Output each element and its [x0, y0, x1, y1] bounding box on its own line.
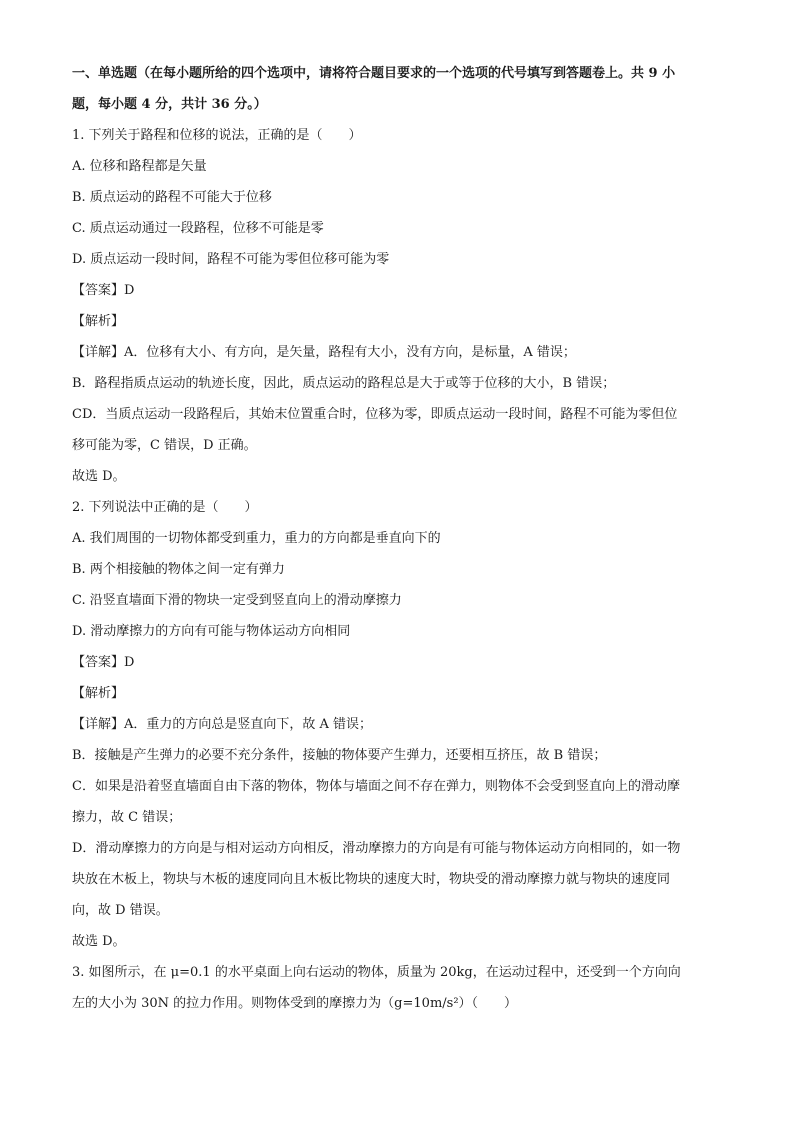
q2-analysis-label: 【解析】: [72, 686, 125, 701]
q1-conclusion: 故选 D。: [72, 469, 126, 484]
q1-detail-line-1: 【详解】A．位移有大小、有方向，是矢量，路程有大小，没有方向，是标量，A 错误；: [72, 345, 576, 360]
section-title-line-1: 一、单选题（在每小题所给的四个选项中，请将符合题目要求的一个选项的代号填写到答题卷上。共 9 小: [72, 66, 676, 81]
q3-stem-line-2: 左的大小为 30N 的拉力作用。则物体受到的摩擦力为（g=10m/s²）（ ）: [72, 996, 518, 1011]
q1-analysis-label: 【解析】: [72, 314, 125, 329]
q3-stem-line-1: 3. 如图所示，在 μ=0.1 的水平桌面上向右运动的物体，质量为 20kg，在运动过程中，还受到一个方向向: [72, 965, 681, 980]
document-content: [72, 58, 732, 1019]
q2-detail-line-6: 块放在木板上，物块与木板的速度同向且木板比物块的速度大时，物块受的滑动摩擦力就与物块的速度同: [72, 872, 671, 887]
q2-detail-line-4: 擦力，故 C 错误；: [72, 810, 182, 825]
section-title-line-2: 题，每小题 4 分，共计 36 分。）: [72, 97, 267, 112]
q1-detail-line-2: B．路程指质点运动的轨迹长度，因此，质点运动的路程总是大于或等于位移的大小，B 错误；: [72, 376, 616, 391]
q1-option-b: B. 质点运动的路程不可能大于位移: [72, 190, 272, 205]
q2-detail-line-1: 【详解】A．重力的方向总是竖直向下，故 A 错误；: [72, 717, 373, 732]
q2-stem: 2. 下列说法中正确的是（ ）: [72, 500, 258, 515]
q1-detail-line-3: CD．当质点运动一段路程后，其始末位置重合时，位移为零，即质点运动一段时间，路程不可能为零但位: [72, 407, 678, 422]
q1-option-a: A. 位移和路程都是矢量: [72, 159, 207, 174]
q1-option-d: D. 质点运动一段时间，路程不可能为零但位移可能为零: [72, 252, 390, 267]
q2-detail-line-5: D．滑动摩擦力的方向是与相对运动方向相反，滑动摩擦力的方向是有可能与物体运动方向相同的，如一物: [72, 841, 681, 856]
q2-conclusion: 故选 D。: [72, 934, 126, 949]
q2-option-a: A. 我们周围的一切物体都受到重力，重力的方向都是垂直向下的: [72, 531, 441, 546]
q2-option-c: C. 沿竖直墙面下滑的物块一定受到竖直向上的滑动摩擦力: [72, 593, 402, 608]
q1-detail-line-4: 移可能为零，C 错误，D 正确。: [72, 438, 257, 453]
q2-detail-line-3: C．如果是沿着竖直墙面自由下落的物体，物体与墙面之间不存在弹力，则物体不会受到竖直向上的滑动摩: [72, 779, 680, 794]
q2-detail-line-2: B．接触是产生弹力的必要不充分条件，接触的物体要产生弹力，还要相互挤压，故 B 错误；: [72, 748, 607, 763]
q2-answer: 【答案】D: [72, 655, 135, 670]
q1-stem: 1. 下列关于路程和位移的说法，正确的是（ ）: [72, 128, 362, 143]
q1-option-c: C. 质点运动通过一段路程，位移不可能是零: [72, 221, 324, 236]
q2-detail-line-7: 向，故 D 错误。: [72, 903, 169, 918]
q2-option-d: D. 滑动摩擦力的方向有可能与物体运动方向相同: [72, 624, 351, 639]
q2-option-b: B. 两个相接触的物体之间一定有弹力: [72, 562, 285, 577]
q1-answer: 【答案】D: [72, 283, 135, 298]
